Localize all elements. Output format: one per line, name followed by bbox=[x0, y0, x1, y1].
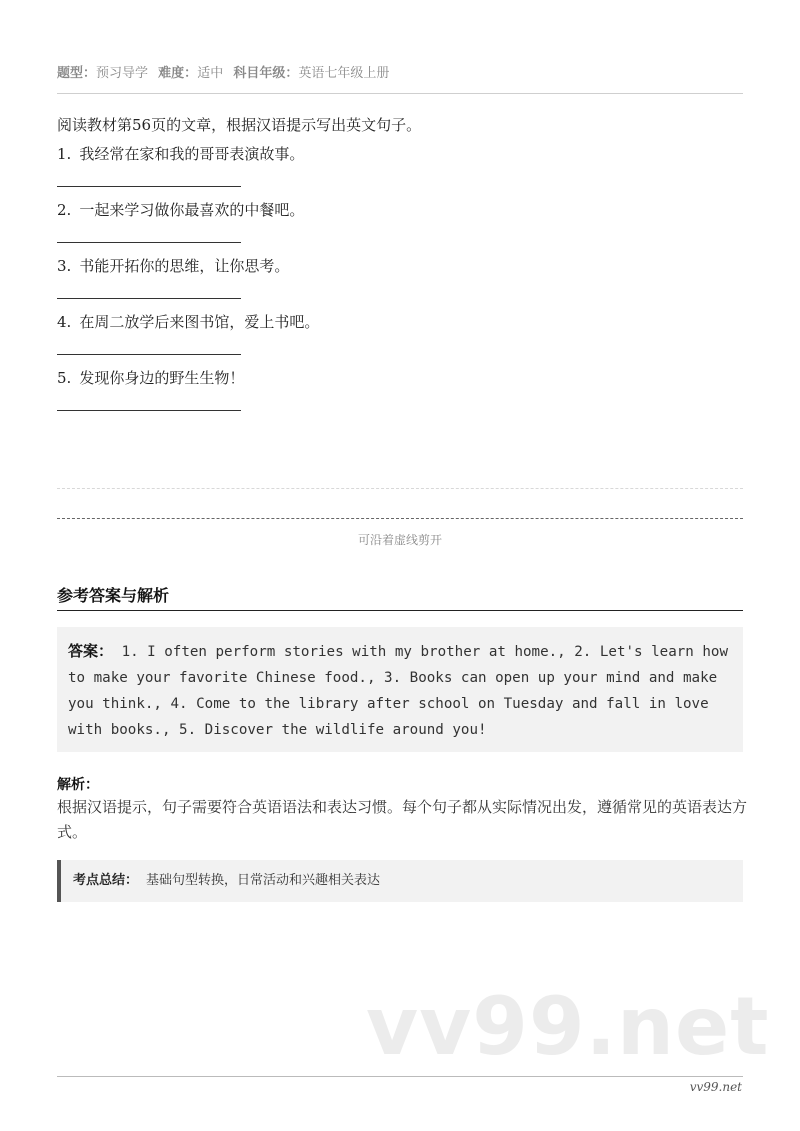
question-1 bbox=[57, 143, 304, 164]
answer-label: 答案： bbox=[68, 642, 114, 660]
question-text: 书能开拓你的思维，让你思考。 bbox=[79, 257, 290, 275]
top-divider bbox=[57, 93, 743, 94]
watermark: vv99.net bbox=[366, 980, 770, 1073]
analysis-label: 解析： bbox=[57, 777, 99, 793]
question-text: 在周二放学后来图书馆，爱上书吧。 bbox=[79, 313, 320, 331]
type-value: 预习导学 bbox=[96, 66, 149, 81]
question-number: 1. bbox=[57, 145, 72, 163]
section-divider bbox=[57, 610, 743, 611]
type-key: 题型： bbox=[57, 66, 97, 81]
footer-site: vv99.net bbox=[689, 1080, 742, 1094]
question-number: 5. bbox=[57, 369, 72, 387]
answer-blank-1[interactable] bbox=[57, 186, 241, 187]
answer-blank-5[interactable] bbox=[57, 410, 241, 411]
question-text: 我经常在家和我的哥哥表演故事。 bbox=[79, 145, 305, 163]
difficulty-value: 适中 bbox=[197, 66, 224, 81]
answer-text: 1. I often perform stories with my brother at home., 2. Let's learn how to make your favorite Chinese food., 3. Books can open up your mind and make you think., 4. Come to the library after school on Tuesday and fall in love with books., 5. Discover the wildlife around you! bbox=[68, 644, 729, 738]
subject-key: 科目年级： bbox=[233, 66, 299, 81]
question-4 bbox=[57, 311, 319, 332]
question-text: 一起来学习做你最喜欢的中餐吧。 bbox=[79, 201, 305, 219]
question-5 bbox=[57, 367, 244, 388]
question-meta bbox=[57, 62, 395, 81]
footer-divider bbox=[57, 1076, 743, 1077]
answer-content bbox=[68, 638, 731, 743]
cut-line bbox=[57, 518, 743, 519]
answer-box bbox=[57, 627, 743, 752]
answer-blank-3[interactable] bbox=[57, 298, 241, 299]
answer-blank-4[interactable] bbox=[57, 354, 241, 355]
cut-line-light bbox=[57, 488, 743, 489]
summary-box bbox=[57, 860, 743, 902]
difficulty-key: 难度： bbox=[158, 66, 198, 81]
question-number: 2. bbox=[57, 201, 72, 219]
question-2 bbox=[57, 199, 304, 220]
analysis-text: 根据汉语提示，句子需要符合英语语法和表达习惯。每个句子都从实际情况出发，遵循常见的英语表达方式。 bbox=[57, 798, 748, 841]
subject-value: 英语七年级上册 bbox=[298, 66, 390, 81]
question-number: 4. bbox=[57, 313, 72, 331]
question-text: 发现你身边的野生生物！ bbox=[79, 369, 245, 387]
cut-note: 可沿着虚线剪开 bbox=[357, 533, 442, 547]
question-number: 3. bbox=[57, 257, 72, 275]
instructions: 阅读教材第56页的文章，根据汉语提示写出英文句子。 bbox=[57, 116, 422, 134]
answer-blank-2[interactable] bbox=[57, 242, 241, 243]
section-title: 参考答案与解析 bbox=[57, 586, 170, 605]
question-3 bbox=[57, 255, 289, 276]
summary-text: 基础句型转换，日常活动和兴趣相关表达 bbox=[146, 873, 381, 888]
summary-label: 考点总结： bbox=[73, 873, 139, 888]
